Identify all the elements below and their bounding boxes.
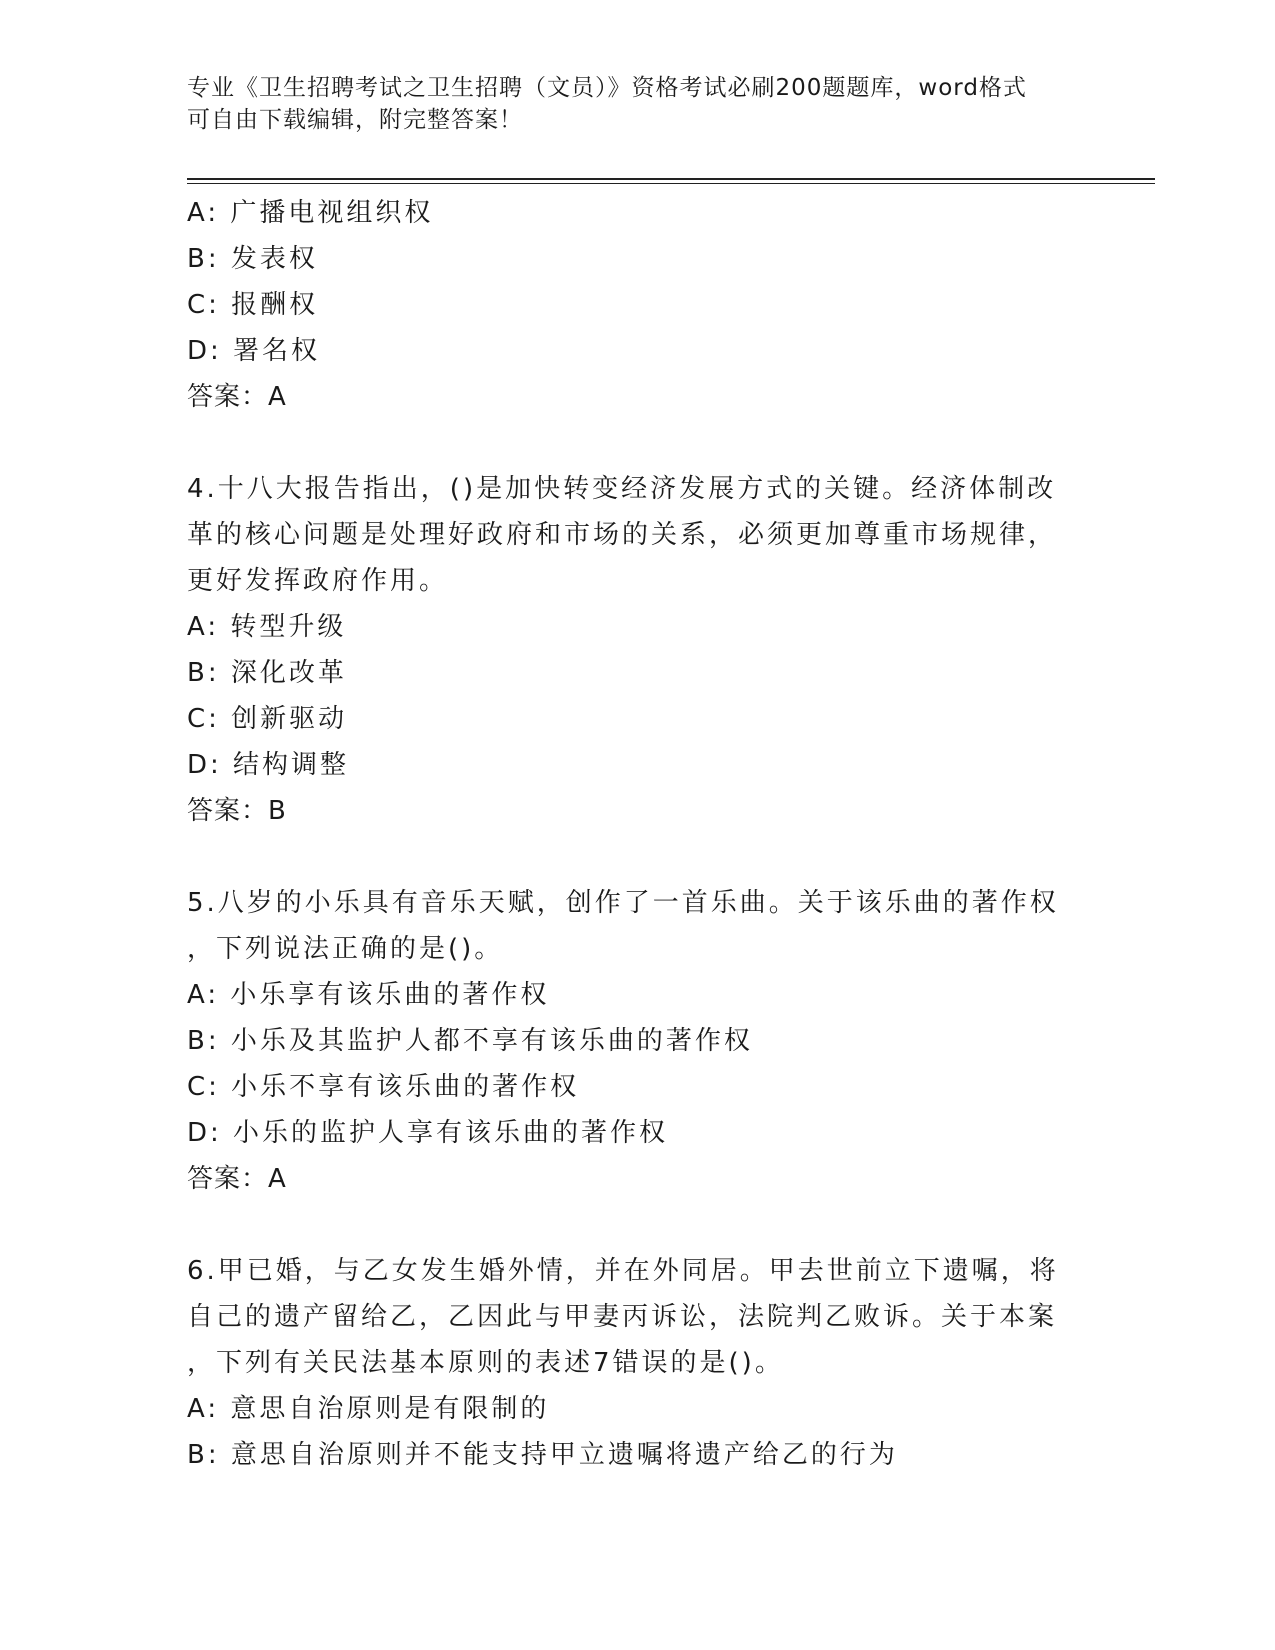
option-b: B: 发表权: [187, 244, 318, 274]
question-stem-line: 更好发挥政府作用。: [187, 566, 449, 596]
question-stem-line: ，下列说法正确的是()。: [187, 934, 504, 964]
option-b: B: 深化改革: [187, 658, 347, 688]
spacer: [187, 1202, 1067, 1248]
option-a: A: 意思自治原则是有限制的: [187, 1394, 550, 1424]
option-d: D: 署名权: [187, 336, 321, 366]
question-stem-line: 自己的遗产留给乙，乙因此与甲妻丙诉讼，法院判乙败诉。关于本案: [187, 1302, 1058, 1332]
question-5: [187, 880, 1067, 1202]
spacer: [187, 834, 1067, 880]
header-rule-thick: [187, 178, 1155, 180]
option-a: A: 小乐享有该乐曲的著作权: [187, 980, 550, 1010]
option-d: D: 小乐的监护人享有该乐曲的著作权: [187, 1118, 669, 1148]
answer-line: 答案：B: [187, 796, 287, 826]
answer-line: 答案：A: [187, 1164, 287, 1194]
option-b: B: 小乐及其监护人都不享有该乐曲的著作权: [187, 1026, 753, 1056]
spacer: [187, 420, 1067, 466]
answer-line: 答案：A: [187, 382, 287, 412]
option-c: C: 小乐不享有该乐曲的著作权: [187, 1072, 580, 1102]
option-b: B: 意思自治原则并不能支持甲立遗嘱将遗产给乙的行为: [187, 1440, 898, 1470]
question-stem-line: 革的核心问题是处理好政府和市场的关系，必须更加尊重市场规律，: [187, 520, 1058, 550]
option-a: A: 转型升级: [187, 612, 347, 642]
header-rule-thin: [187, 183, 1155, 184]
header-line-2: 可自由下载编辑，附完整答案！: [187, 107, 523, 133]
document-header: [187, 72, 1067, 136]
question-3: [187, 190, 1067, 420]
header-line-1: 专业《卫生招聘考试之卫生招聘（文员）》资格考试必刷200题题库，word格式: [187, 75, 1027, 101]
question-6: [187, 1248, 1067, 1478]
question-stem-line: ，下列有关民法基本原则的表述7错误的是()。: [187, 1348, 784, 1378]
option-c: C: 报酬权: [187, 290, 319, 320]
question-stem-line: 5.八岁的小乐具有音乐天赋，创作了一首乐曲。关于该乐曲的著作权: [187, 888, 1059, 918]
question-stem-line: 6.甲已婚，与乙女发生婚外情，并在外同居。甲去世前立下遗嘱，将: [187, 1256, 1059, 1286]
document-body: [187, 190, 1067, 1478]
question-4: [187, 466, 1067, 834]
option-d: D: 结构调整: [187, 750, 350, 780]
question-stem-line: 4.十八大报告指出，()是加快转变经济发展方式的关键。经济体制改: [187, 474, 1057, 504]
option-a: A: 广播电视组织权: [187, 198, 434, 228]
option-c: C: 创新驱动: [187, 704, 348, 734]
